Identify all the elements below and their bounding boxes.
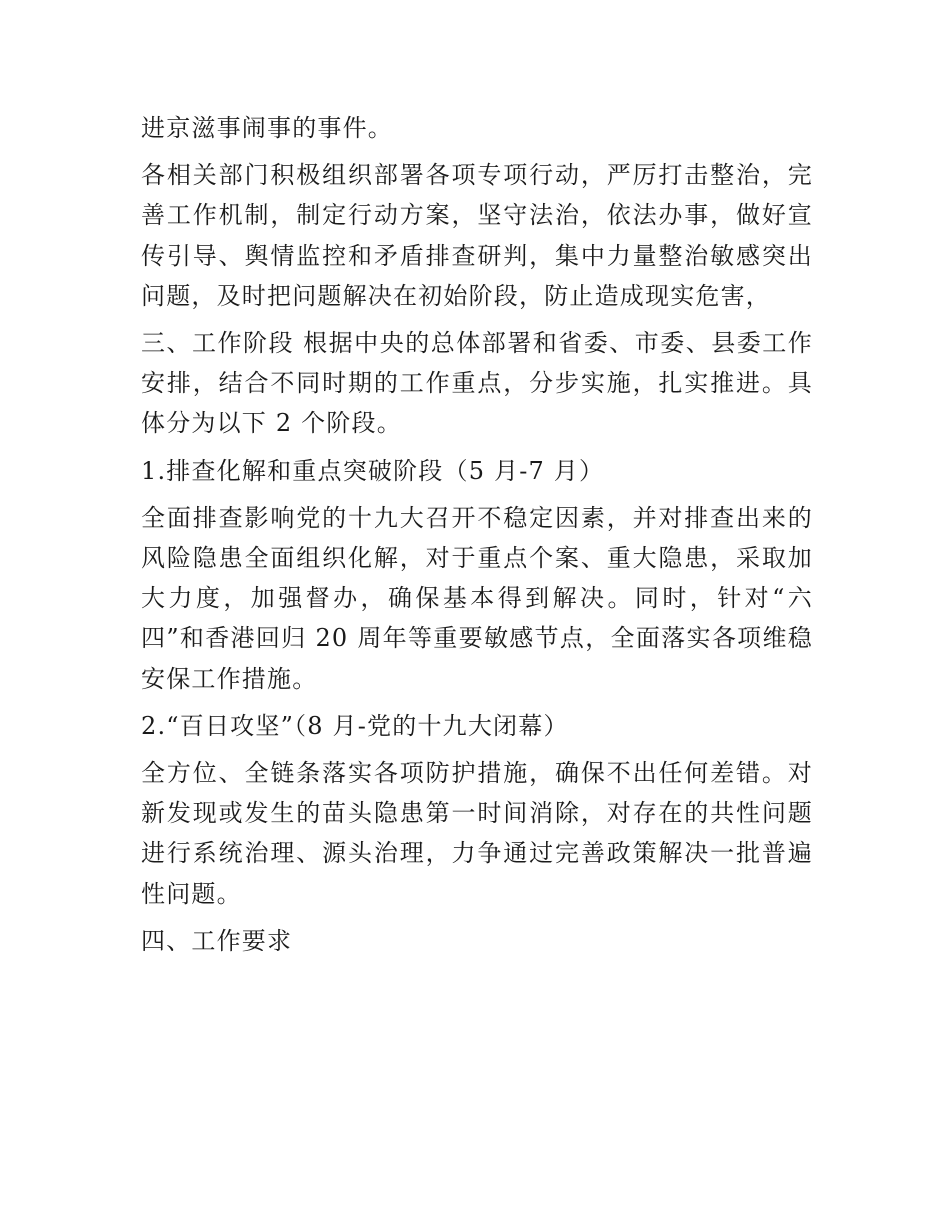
stage-2-body: 全方位、全链条落实各项防护措施，确保不出任何差错。对新发现或发生的苗头隐患第一时间消除，对存在的共性问题进行系统治理、源头治理，力争通过完善政策解决一批普遍性问题。 bbox=[141, 759, 813, 908]
stage-1-body: 全面排查影响党的十九大召开不稳定因素，并对排查出来的风险隐患全面组织化解，对于重点个案、重大隐患，采取加大力度，加强督办，确保基本得到解决。同时，针对“六四”和香港回归 20 周年等重要敏感节点，全面落实各项维稳安保工作措施。 bbox=[141, 503, 813, 693]
paragraph-departments-actions: 各相关部门积极组织部署各项专项行动，严厉打击整治，完善工作机制，制定行动方案，坚守法治，依法办事，做好宣传引导、舆情监控和矛盾排查研判，集中力量整治敏感突出问题，及时把问题解决在初始阶段，防止造成现实危害， bbox=[141, 161, 813, 310]
document-body bbox=[141, 108, 813, 968]
section-heading-work-requirements: 四、工作要求 bbox=[141, 926, 293, 955]
stage-1-heading: 1.排查化解和重点突破阶段（5 月-7 月） bbox=[141, 456, 605, 485]
section-heading-work-stages: 三、工作阶段 根据中央的总体部署和省委、市委、县委工作安排，结合不同时期的工作重点，分步实施，扎实推进。具体分为以下 2 个阶段。 bbox=[141, 329, 813, 438]
paragraph-continuation: 进京滋事闹事的事件。 bbox=[141, 114, 393, 142]
stage-2-heading: 2.“百日攻坚”（8 月-党的十九大闭幕） bbox=[141, 711, 569, 740]
